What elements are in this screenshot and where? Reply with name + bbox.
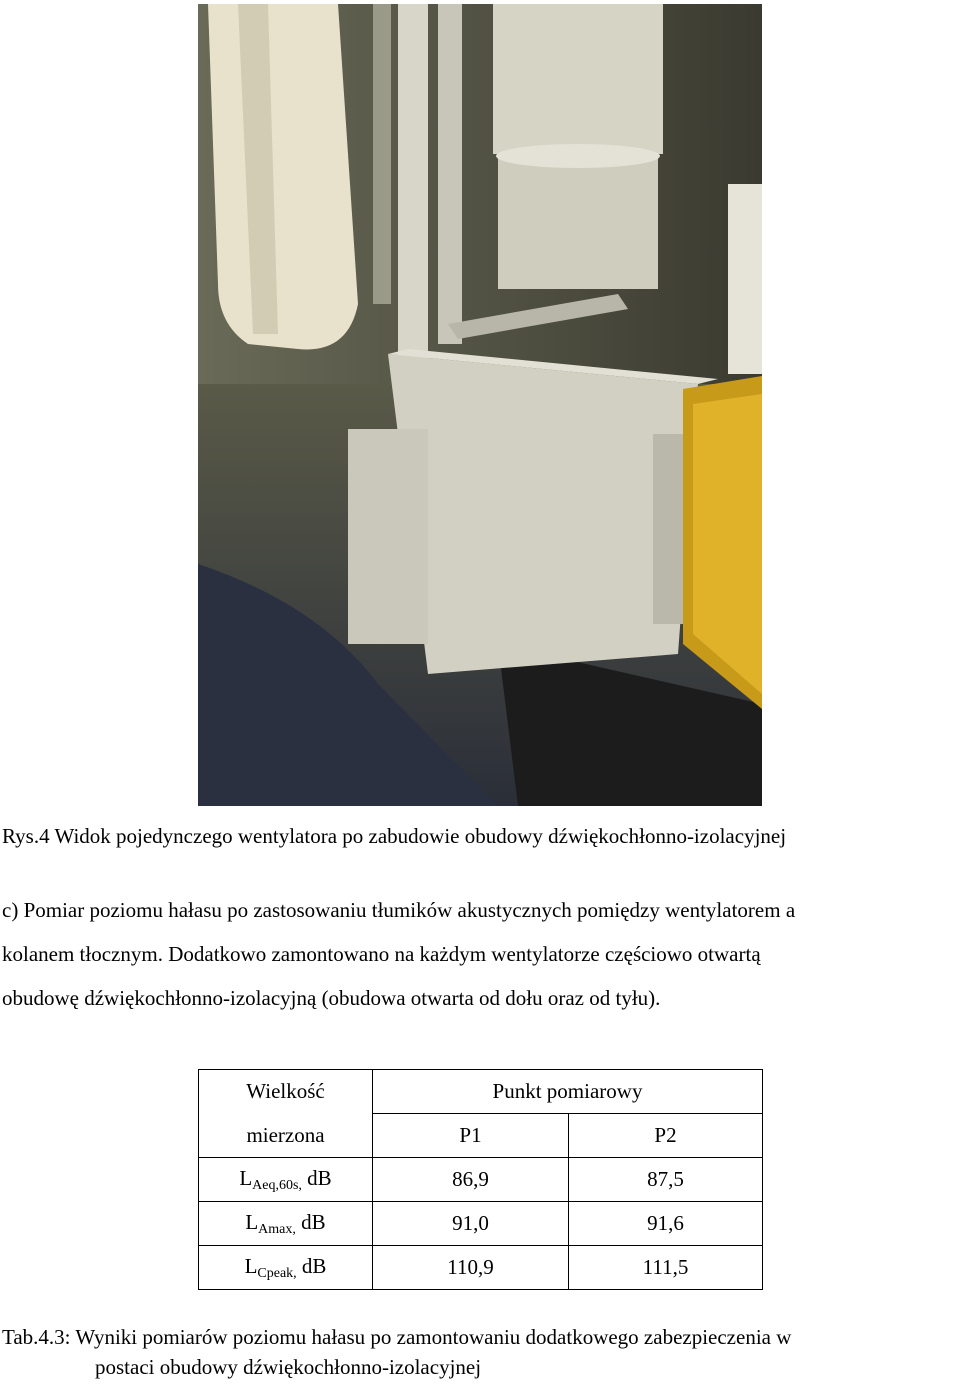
table-row — [199, 1202, 763, 1246]
measurement-table — [198, 1069, 763, 1290]
value-p1: 110,9 — [373, 1246, 569, 1290]
header-p1: P1 — [373, 1114, 569, 1158]
quantity-unit: dB — [295, 1209, 326, 1234]
header-quantity-line2: mierzona — [199, 1114, 373, 1158]
value-p1: 91,0 — [373, 1202, 569, 1246]
quantity-subscript: Cpeak, — [257, 1265, 297, 1281]
paragraph-line: c) Pomiar poziomu hałasu po zastosowaniu tłumików akustycznych pomiędzy wentylatorem a — [2, 898, 796, 922]
table-header-row — [199, 1070, 763, 1114]
value-p1: 86,9 — [373, 1158, 569, 1202]
fan-enclosure-photo — [198, 4, 762, 806]
quantity-symbol: L — [244, 1253, 258, 1278]
figure-caption: Rys.4 Widok pojedynczego wentylatora po zabudowie obudowy dźwiękochłonno-izolacyjnej — [2, 824, 787, 848]
value-p2: 87,5 — [569, 1158, 763, 1202]
table-caption-line1: Tab.4.3: Wyniki pomiarów poziomu hałasu po zamontowaniu dodatkowego zabezpieczenia w — [2, 1325, 792, 1349]
table-row — [199, 1246, 763, 1290]
table-subheader-row — [199, 1114, 763, 1158]
paragraph-line: kolanem tłocznym. Dodatkowo zamontowano na każdym wentylatorze częściowo otwartą — [2, 942, 761, 966]
quantity-cell — [199, 1246, 373, 1290]
photo-illustration — [198, 4, 762, 806]
paragraph-line: obudowę dźwiękochłonno-izolacyjną (obudowa otwarta od dołu oraz od tyłu). — [2, 986, 661, 1010]
quantity-subscript: Amax, — [258, 1221, 296, 1237]
quantity-unit: dB — [296, 1253, 327, 1278]
table-caption-line2: postaci obudowy dźwiękochłonno-izolacyjnej — [95, 1355, 482, 1379]
header-measuring-point: Punkt pomiarowy — [373, 1070, 763, 1114]
quantity-subscript: Aeq,60s, — [252, 1177, 302, 1193]
quantity-cell — [199, 1202, 373, 1246]
table-row — [199, 1158, 763, 1202]
quantity-symbol: L — [245, 1209, 259, 1234]
table-caption — [2, 1322, 791, 1382]
value-p2: 111,5 — [569, 1246, 763, 1290]
value-p2: 91,6 — [569, 1202, 763, 1246]
quantity-cell — [199, 1158, 373, 1202]
header-p2: P2 — [569, 1114, 763, 1158]
header-quantity: Wielkość — [199, 1070, 373, 1114]
quantity-unit: dB — [301, 1165, 332, 1190]
quantity-symbol: L — [239, 1165, 253, 1190]
